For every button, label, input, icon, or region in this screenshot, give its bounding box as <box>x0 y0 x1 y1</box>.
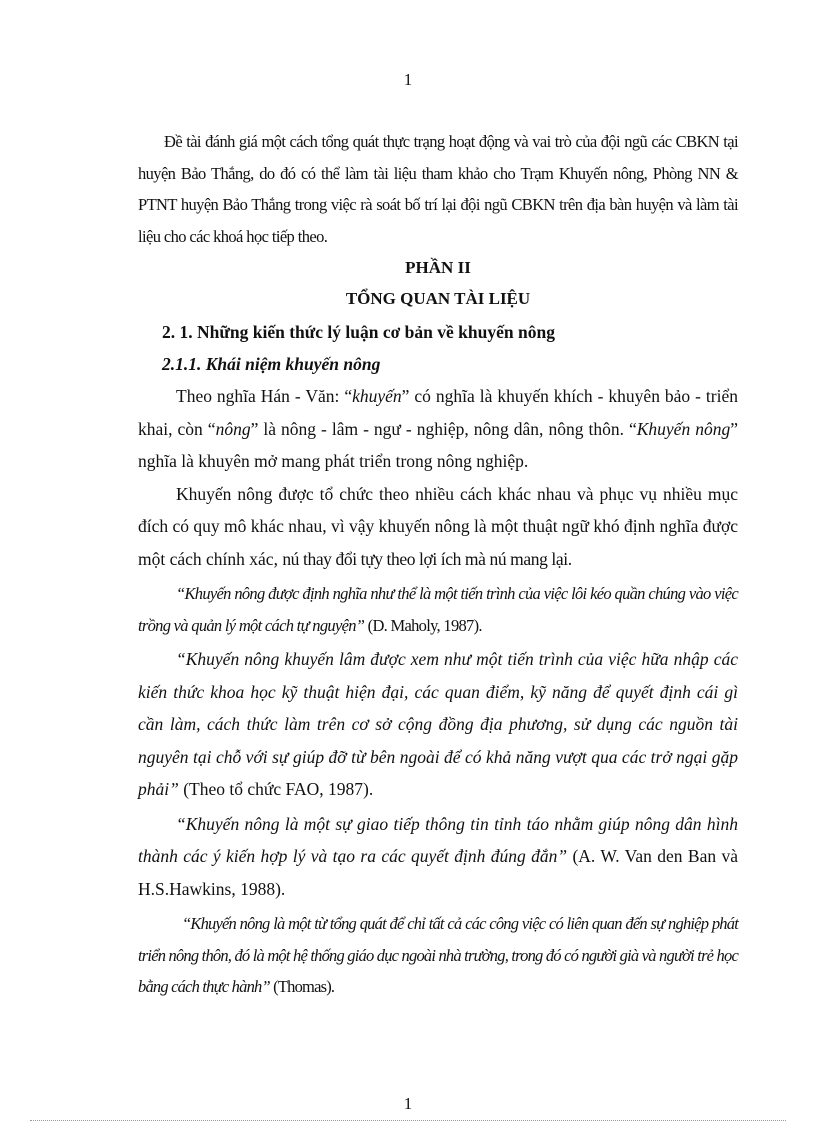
page-number-top: 1 <box>403 70 413 89</box>
text-run: Khuyến nông được tổ chức theo nhiều cách khác nhau và phục vụ nhiều mục đích có quy mô khác nhau, vì vậy khuyến nông là một thuật ngữ khó định nghĩa được một cách chính xác, <box>138 483 738 569</box>
organization-paragraph <box>138 478 738 576</box>
quote-source: (Theo tổ chức FAO, 1987). <box>178 779 374 799</box>
quote-source: (A. W. Van den Ban và H.S.Hawkins, 1988). <box>138 846 738 899</box>
footer-divider <box>30 1120 786 1121</box>
italic-term: Khuyến nông <box>636 418 731 439</box>
quote-text: “Khuyến nông được định nghĩa như thể là một tiến trình của việc lôi kéo quần chúng vào việc trồng và quản lý một cách tự nguyện” <box>138 584 738 635</box>
text-run: ” có nghĩa là khuyến khích - khuyên bảo - triển khai, còn “ <box>138 386 738 439</box>
part-title: PHẦN II <box>405 258 471 277</box>
quote-text: “Khuyến nông là một từ tổng quát để chỉ tất cả các công việc có liên quan đến sự nghiệp phát triển nông thôn, đó là một hệ thống giáo dục ngoài nhà trường, trong đó có người già và người trẻ học bằng cách thực hành” <box>138 914 738 996</box>
part-subtitle: TỔNG QUAN TÀI LIỆU <box>345 289 531 308</box>
quote-text: “Khuyến nông khuyến lâm được xem như một tiến trình của việc hữa nhập các kiến thức khoa học kỹ thuật hiện đại, các quan điểm, kỹ năng để quyết định cái gì cần làm, cách thức làm trên cơ sở cộng đồng địa phương, sử dụng các nguồn tài nguyên tại chỗ với sự giúp đỡ từ bên ngoài để có khả năng vượt qua các trở ngại gặp phải” <box>138 649 738 799</box>
document-body <box>138 126 738 1003</box>
page-number-bottom: 1 <box>403 1094 413 1113</box>
quote-van-den-ban <box>138 808 738 906</box>
text-run: ” là nông - lâm - ngư - nghiệp, nông dân, nông thôn. “ <box>250 418 637 439</box>
definition-paragraph <box>138 380 738 478</box>
quote-source: (Thomas). <box>269 977 335 996</box>
quote-fao <box>138 643 738 806</box>
italic-term: khuyến <box>352 386 402 406</box>
quote-text: “Khuyến nông là một sự giao tiếp thông tin tỉnh táo nhằm giúp nông dân hình thành các ý kiến hợp lý và tạo ra các quyết định đúng đắn” <box>138 813 738 866</box>
subsection-heading: 2.1.1. Khái niệm khuyến nông <box>162 354 381 374</box>
quote-source: (D. Maholy, 1987). <box>364 615 482 635</box>
text-run: ” nghĩa là khuyên mở mang phát triển trong nông nghiệp. <box>138 418 738 471</box>
text-run: nú thay đổi tựy theo lợi ích mà nú mang lại. <box>282 548 572 569</box>
section-heading: 2. 1. Những kiến thức lý luận cơ bản về khuyến nông <box>162 322 555 342</box>
italic-term: nông <box>215 418 251 439</box>
quote-thomas <box>138 908 738 1003</box>
quote-maholy <box>138 578 738 641</box>
text-run: Theo nghĩa Hán - Văn: “ <box>176 386 353 406</box>
intro-paragraph: Đề tài đánh giá một cách tổng quát thực trạng hoạt động và vai trò của đội ngũ các CBKN tại huyện Bảo Thắng, do đó có thể làm tài liệu tham khảo cho Trạm Khuyến nông, Phòng NN & PTNT huyện Bảo Thắng trong việc rà soát bố trí lại đội ngũ CBKN trên địa bàn huyện và làm tài liệu cho các khoá học tiếp theo. <box>138 132 738 246</box>
